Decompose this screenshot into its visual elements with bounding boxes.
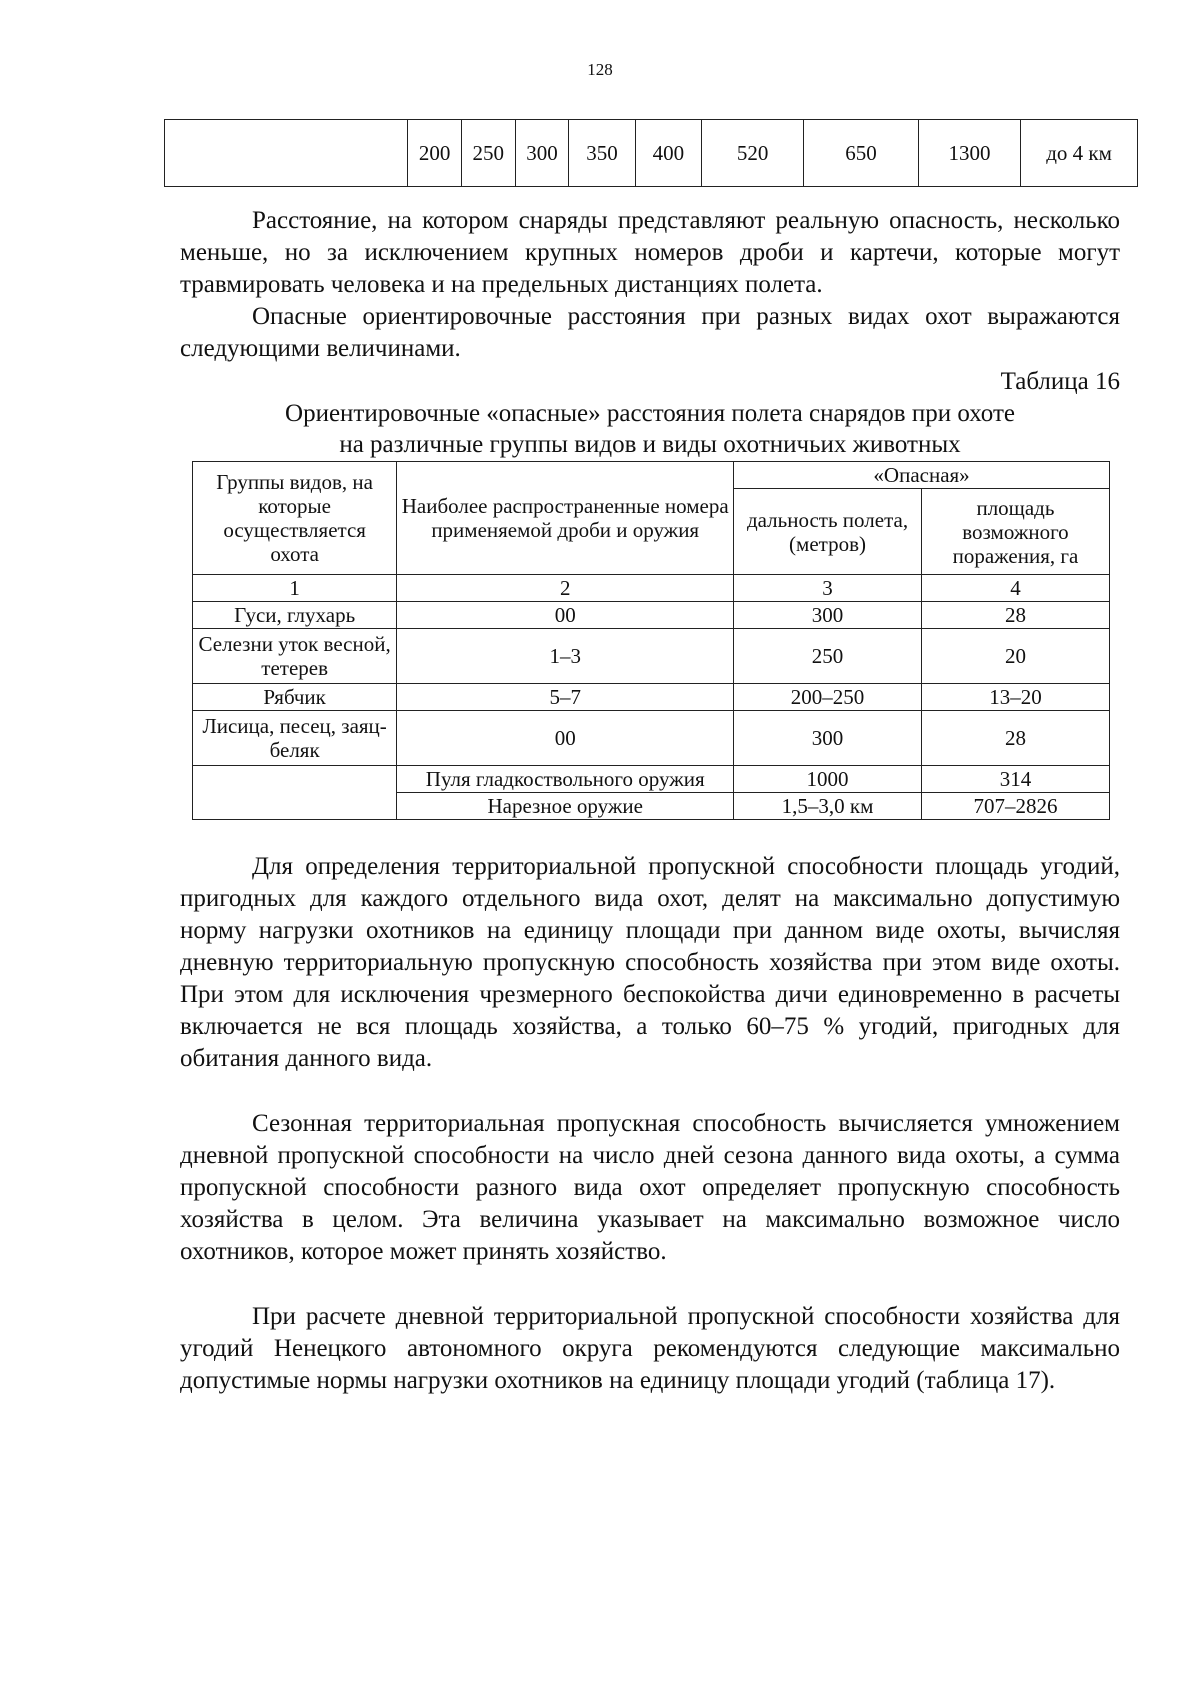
table-row — [193, 766, 1110, 793]
header-dangerous-group: «Опасная» — [734, 462, 1110, 489]
cell-group: Рябчик — [193, 684, 397, 711]
cell-ammo: Нарезное оружие — [397, 793, 734, 820]
column-number: 1 — [193, 575, 397, 602]
table-title — [180, 398, 1120, 460]
table-row — [165, 120, 1138, 187]
paragraph-2: Опасные ориентировочные расстояния при разных видах охот выражаются следующими величинами. — [180, 303, 1120, 362]
table-row — [193, 711, 1110, 766]
table-cell: 650 — [804, 120, 919, 187]
column-number: 2 — [397, 575, 734, 602]
table-cell: 200 — [408, 120, 462, 187]
cell-area: 28 — [921, 602, 1109, 629]
cell-ammo: 5–7 — [397, 684, 734, 711]
page-number: 128 — [587, 60, 613, 79]
table-cell — [165, 120, 408, 187]
table-cell: 400 — [635, 120, 701, 187]
cell-distance: 1,5–3,0 км — [734, 793, 922, 820]
header-distance: дальность полета, (метров) — [734, 489, 922, 575]
table-cell: 350 — [569, 120, 635, 187]
cell-area: 28 — [921, 711, 1109, 766]
distance-continuation-table — [164, 119, 1138, 187]
dangerous-distances-table — [192, 461, 1110, 820]
cell-ammo: 00 — [397, 711, 734, 766]
table-row — [193, 629, 1110, 684]
cell-area: 707–2826 — [921, 793, 1109, 820]
cell-area: 314 — [921, 766, 1109, 793]
cell-distance: 1000 — [734, 766, 922, 793]
table-row — [193, 684, 1110, 711]
column-number: 3 — [734, 575, 922, 602]
table-cell: 520 — [702, 120, 804, 187]
table-title-line-2: на различные группы видов и виды охотничьих животных — [339, 431, 961, 458]
table-cell: до 4 км — [1021, 120, 1138, 187]
cell-group: Лисица, песец, заяц-беляк — [193, 711, 397, 766]
paragraph-5: При расчете дневной территориальной пропускной способности хозяйства для угодий Ненецкого автономного округа рекомендуются следующие максимально допустимые нормы нагрузки охотников на единицу площади угодий (таблица 17). — [180, 1303, 1120, 1394]
table-row — [193, 602, 1110, 629]
column-number: 4 — [921, 575, 1109, 602]
cell-distance: 200–250 — [734, 684, 922, 711]
cell-area: 13–20 — [921, 684, 1109, 711]
table-label: Таблица 16 — [1000, 368, 1120, 395]
header-ammo: Наиболее распространенные номера применяемой дроби и оружия — [397, 462, 734, 575]
cell-distance: 250 — [734, 629, 922, 684]
table-title-line-1: Ориентировочные «опасные» расстояния полета снарядов при охоте — [285, 400, 1015, 427]
header-species-groups: Группы видов, на которые осуществляется охота — [193, 462, 397, 575]
paragraph-1: Расстояние, на котором снаряды представляют реальную опасность, несколько меньше, но за исключением крупных номеров дроби и картечи, которые могут травмировать человека и на предельных дистанциях полета. — [180, 207, 1120, 298]
cell-distance: 300 — [734, 711, 922, 766]
cell-ammo: 1–3 — [397, 629, 734, 684]
cell-ammo: Пуля гладкоствольного оружия — [397, 766, 734, 793]
cell-group: Гуси, глухарь — [193, 602, 397, 629]
table-column-numbers — [193, 575, 1110, 602]
cell-area: 20 — [921, 629, 1109, 684]
header-area: площадь возможного поражения, га — [921, 489, 1109, 575]
table-cell: 300 — [515, 120, 569, 187]
cell-distance: 300 — [734, 602, 922, 629]
paragraph-4: Сезонная территориальная пропускная способность вычисляется умножением дневной пропускной способности на число дней сезона данного вида охоты, а сумма пропускной способности разного вида охот определяет пропускную способность хозяйства в целом. Эта величина указывает на максимально возможное число охотников, которое может принять хозяйство. — [180, 1110, 1120, 1265]
cell-ammo: 00 — [397, 602, 734, 629]
paragraph-3: Для определения территориальной пропускной способности площадь угодий, пригодных для каждого отдельного вида охот, делят на максимально допустимую норму нагрузки охотников на единицу площади при данном виде охоты, вычисляя дневную территориальную пропускную способность хозяйства при этом виде охоты. При этом для исключения чрезмерного беспокойства дичи единовременно в расчеты включается не вся площадь хозяйства, а только 60–75 % угодий, пригодных для обитания данного вида. — [180, 853, 1120, 1072]
table-header-row — [193, 462, 1110, 489]
cell-group: Селезни уток весной, тетерев — [193, 629, 397, 684]
cell-group-empty — [193, 766, 397, 820]
table-cell: 1300 — [918, 120, 1020, 187]
table-cell: 250 — [461, 120, 515, 187]
